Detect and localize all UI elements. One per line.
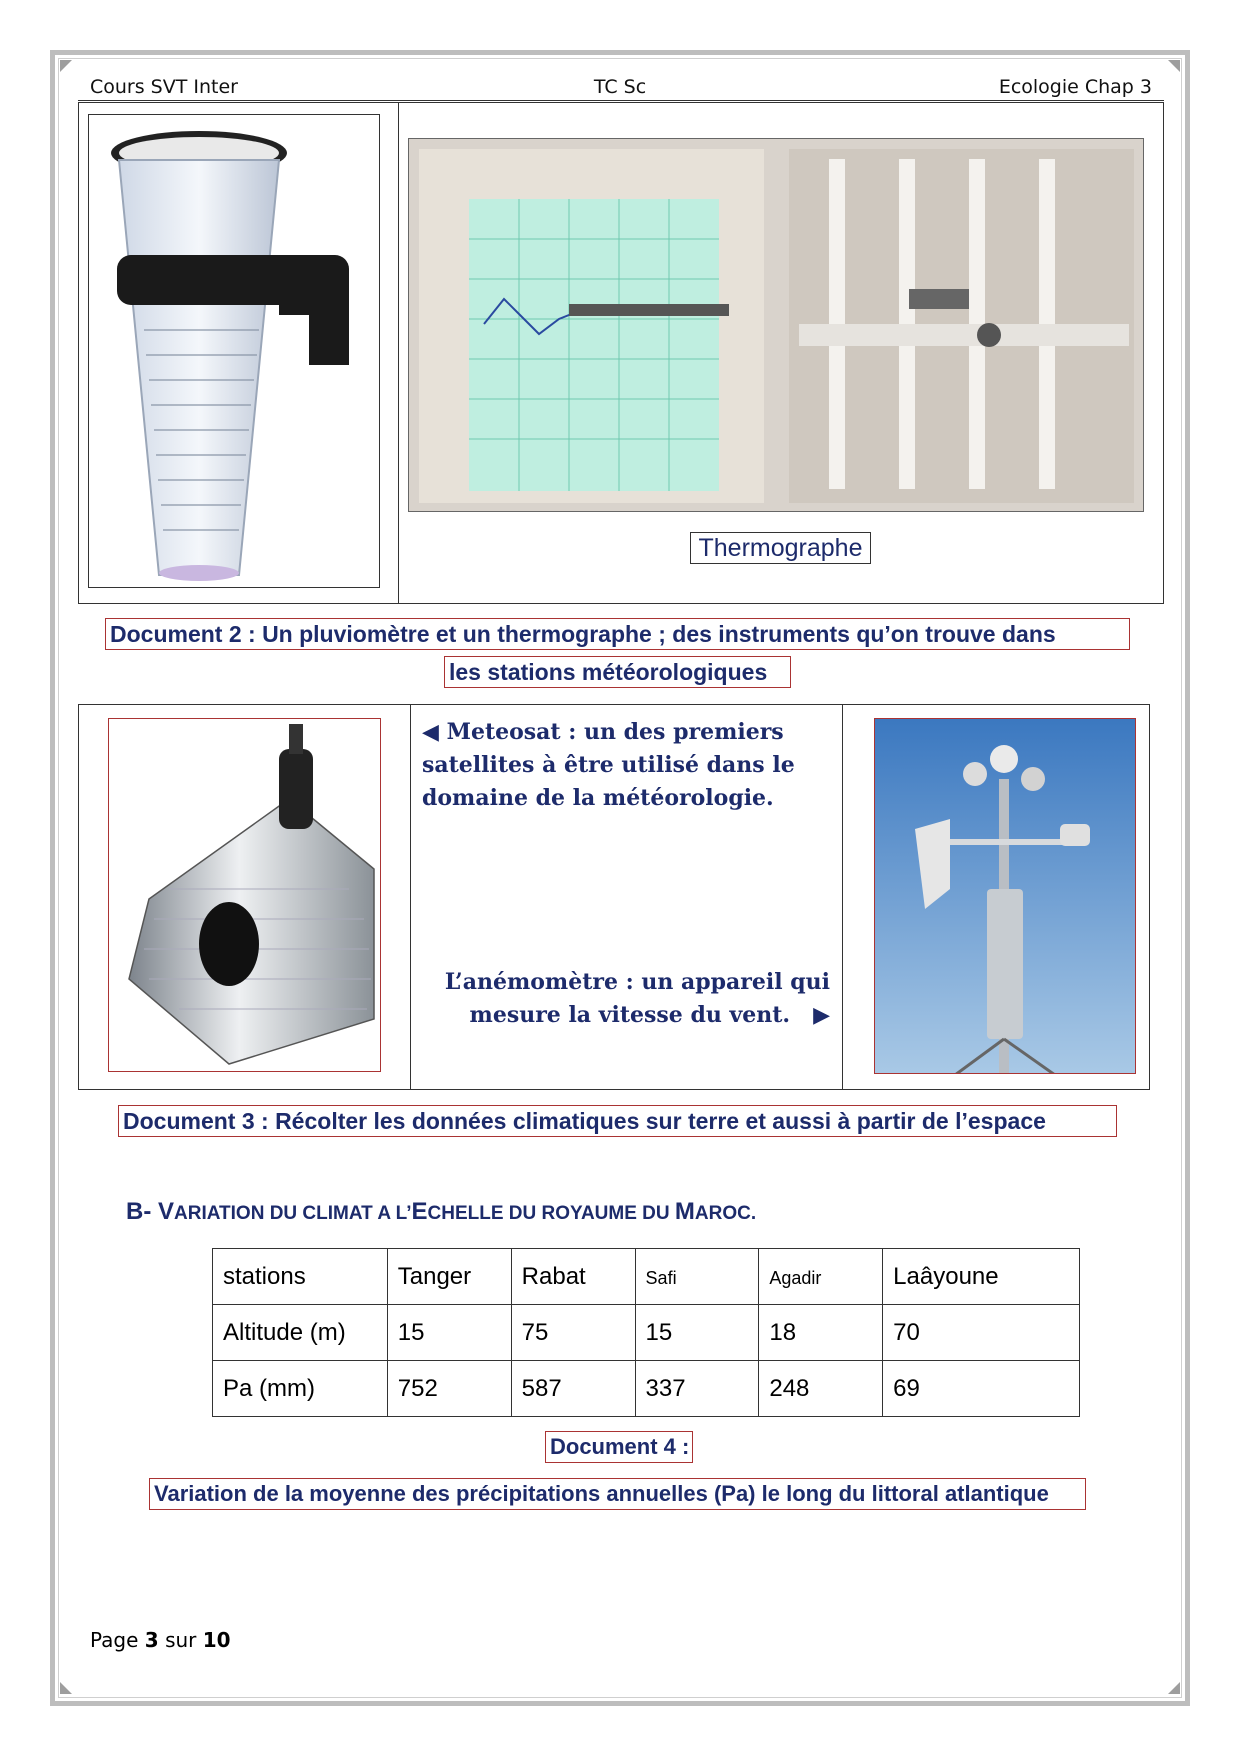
thermograph-photo	[408, 138, 1144, 512]
doc4-label: Document 4 :	[545, 1431, 693, 1463]
table-cell: 15	[387, 1305, 511, 1361]
anemometer-text-line2: mesure la vitesse du vent. ▶	[469, 1002, 830, 1028]
table-cell: Rabat	[511, 1249, 635, 1305]
page-number: Page 3 sur 10	[90, 1628, 231, 1652]
table-cell: Safi	[635, 1249, 759, 1305]
header-level: TC Sc	[593, 76, 647, 98]
left-arrow-icon: ◀	[422, 719, 439, 745]
table-cell: Tanger	[387, 1249, 511, 1305]
corner-ornament	[60, 60, 72, 72]
table-cell: 248	[759, 1361, 883, 1417]
anemometer-photo	[874, 718, 1136, 1074]
row-header: Altitude (m)	[213, 1305, 388, 1361]
table-cell: 752	[387, 1361, 511, 1417]
thermograph-label: Thermographe	[690, 532, 871, 564]
precipitation-table	[212, 1248, 1080, 1417]
table-row	[213, 1361, 1080, 1417]
table-cell: 337	[635, 1361, 759, 1417]
corner-ornament	[60, 1682, 72, 1694]
rain-gauge-photo	[88, 114, 380, 588]
table-cell: Agadir	[759, 1249, 883, 1305]
doc2-divider	[398, 102, 399, 604]
header-course: Cours SVT Inter	[90, 76, 238, 98]
table-cell: 69	[883, 1361, 1080, 1417]
row-header: stations	[213, 1249, 388, 1305]
header-chapter: Ecologie Chap 3	[998, 76, 1152, 98]
table-cell: Laâyoune	[883, 1249, 1080, 1305]
table-row	[213, 1305, 1080, 1361]
corner-ornament	[1168, 1682, 1180, 1694]
doc3-divider-left	[410, 704, 411, 1090]
table-cell: 18	[759, 1305, 883, 1361]
meteosat-description	[422, 716, 822, 815]
meteosat-text: Meteosat : un des premiers satellites à être utilisé dans le domaine de la météorologie.	[422, 719, 795, 811]
anemometer-text-line1: L’anémomètre : un appareil qui	[444, 969, 830, 995]
header-divider	[78, 100, 1164, 101]
table-cell: 75	[511, 1305, 635, 1361]
meteosat-photo	[108, 718, 381, 1072]
row-header: Pa (mm)	[213, 1361, 388, 1417]
corner-ornament	[1168, 60, 1180, 72]
table-cell: 15	[635, 1305, 759, 1361]
anemometer-description	[430, 966, 830, 1032]
doc3-divider-right	[842, 704, 843, 1090]
doc2-caption-line1: Document 2 : Un pluviomètre et un thermographe ; des instruments qu’on trouve dans	[105, 618, 1130, 650]
doc3-caption: Document 3 : Récolter les données climatiques sur terre et aussi à partir de l’espace	[118, 1105, 1117, 1137]
table-row	[213, 1249, 1080, 1305]
doc4-caption: Variation de la moyenne des précipitations annuelles (Pa) le long du littoral atlantique	[149, 1478, 1086, 1510]
table-cell: 70	[883, 1305, 1080, 1361]
right-arrow-icon: ▶	[813, 1002, 830, 1028]
section-b-title: B- VARIATION DU CLIMAT A L’ECHELLE DU ROYAUME DU MAROC.	[126, 1198, 757, 1225]
doc2-caption-line2: les stations météorologiques	[444, 656, 791, 688]
table-cell: 587	[511, 1361, 635, 1417]
